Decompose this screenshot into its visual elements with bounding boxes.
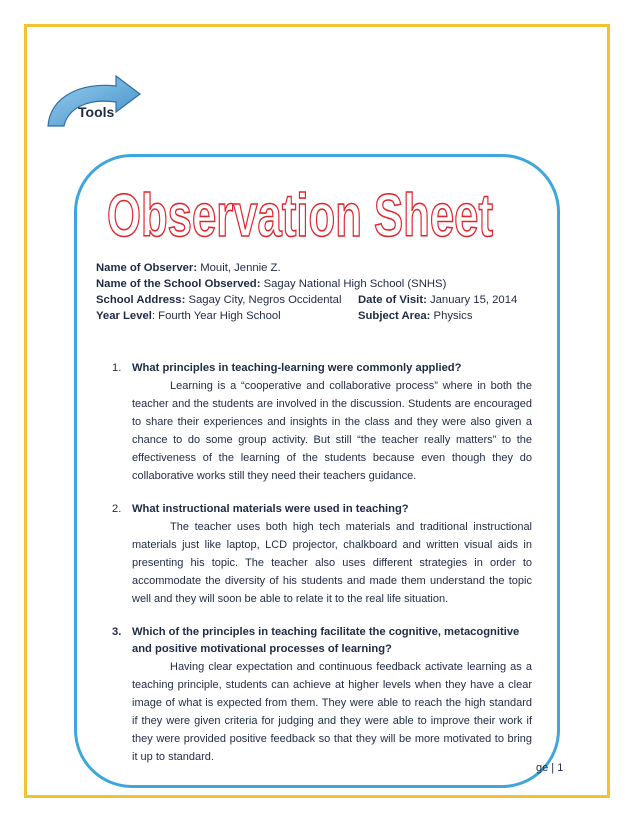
address-label: School Address: (96, 294, 186, 306)
school-row (96, 276, 536, 292)
year-row (96, 308, 536, 324)
question-text: What principles in teaching-learning were commonly applied? (132, 362, 462, 374)
answer-text: Having clear expectation and continuous feedback activate learning as a teaching principle, students can achieve at higher levels when they have a clear image of what is expected from them. They were able to reach the high standard if they were given criteria for judging and they were able to improve their work if they were provided positive feedback so that they will be more motivated to bring it up to standard. (132, 661, 532, 763)
observer-value: Mouit, Jennie Z. (197, 262, 281, 274)
page-title (100, 170, 500, 254)
address-value: Sagay City, Negros Occidental (185, 294, 342, 306)
subject-label: Subject Area: (358, 310, 431, 322)
observer-row (96, 260, 536, 276)
question-section (112, 624, 532, 766)
question-section (112, 360, 532, 485)
year-value: : Fourth Year High School (151, 310, 281, 322)
tools-banner (44, 74, 154, 132)
school-label: Name of the School Observed: (96, 278, 261, 290)
page-number: ge | 1 (536, 762, 564, 774)
answer-text: Learning is a “cooperative and collaborative process” where in both the teacher and the students are involved in the discussion. Students are encouraged to share their experiences and insights in the class and they were also given a chance to do some group activity. But still “the teacher really matters” to the effectiveness of the learning of the students because even though they do collaborative works still they need their teachers guidance. (132, 380, 532, 482)
visit-label: Date of Visit: (358, 294, 427, 306)
year-label: Year Level (96, 310, 152, 322)
curved-arrow-icon (44, 74, 154, 132)
page-title-text: Observation Sheet (107, 182, 494, 249)
question-heading (112, 360, 532, 377)
question-heading (112, 501, 532, 518)
school-value: Sagay National High School (SNHS) (260, 278, 447, 290)
answer-paragraph (132, 658, 532, 766)
questions-list (112, 360, 532, 782)
answer-paragraph (132, 518, 532, 608)
answer-text: The teacher uses both high tech materials and traditional instructional materials just like laptop, LCD projector, chalkboard and written visual aids in presenting his topic. The teacher also uses different strategies in order to accommodate the diversity of his students and made them understand the topic well and they will soon be able to relate it to the real life situation. (132, 521, 532, 605)
observer-label: Name of Observer: (96, 262, 198, 274)
question-number: 2. (112, 503, 122, 515)
question-heading (112, 624, 532, 658)
visit-value: January 15, 2014 (426, 294, 518, 306)
question-section (112, 501, 532, 608)
address-row (96, 292, 536, 308)
tools-label: Tools (78, 104, 115, 120)
question-number: 1. (112, 362, 122, 374)
answer-paragraph (132, 377, 532, 485)
question-text: Which of the principles in teaching facilitate the cognitive, metacognitive and positive motivational processes of learning? (132, 626, 520, 655)
subject-value: Physics (430, 310, 473, 322)
observer-info (96, 260, 536, 324)
question-text: What instructional materials were used in teaching? (132, 503, 409, 515)
question-number: 3. (112, 626, 122, 638)
